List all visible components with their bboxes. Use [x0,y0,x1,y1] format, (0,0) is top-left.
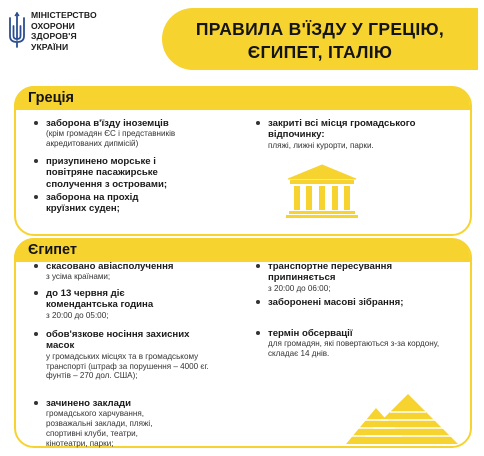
bullet [256,300,260,304]
egypt-section [14,238,472,448]
item-head: термін обсервації [268,328,353,339]
list-item [256,328,461,359]
bullet [256,331,260,335]
list-item [34,118,232,149]
list-item [34,288,194,321]
greece-title: Греція [14,86,470,110]
ministry-line: ЗДОРОВ'Я [31,31,77,41]
item-desc: громадського харчування, розважальні заклади, пляжі, спортивні клуби, театри, кінотеатри, парки; [46,409,153,449]
bullet [34,195,38,199]
item-desc: з 20:00 до 06:00; [268,283,331,293]
list-item [34,398,179,449]
item-desc: для громадян, які повертаються з-за кордону, складає 14 днів. [268,339,440,359]
item-head: обов'язкове носіння захисних масок [46,329,190,352]
list-item [34,192,174,215]
trident-icon [8,12,26,48]
item-head: заборонені масові зібрання; [268,297,404,308]
list-item [256,118,461,151]
item-head: заборона в'їзду іноземців [46,118,169,129]
bullet [34,121,38,125]
list-item [256,297,416,308]
page-title-line-2: ЄГИПЕТ, ІТАЛІЮ [247,42,393,62]
bullet [256,264,260,268]
list-item [256,261,456,294]
page-title-line-1: ПРАВИЛА В'ЇЗДУ У ГРЕЦІЮ, [195,19,445,39]
bullet [34,264,38,268]
item-head: транспортне пересування припиняється [268,261,393,284]
item-desc: у громадських місцях та в громадському транспорті (штраф за порушення – 4000 єг. фунтів – 270 дол. США); [46,351,209,381]
item-desc: (крім громадян ЄС і представників акредитованих дипмісій) [46,129,176,149]
pyramids-icon [346,390,470,446]
list-item [34,329,216,381]
ministry-name [31,10,97,66]
item-head: до 13 червня діє комендантська година [46,288,154,311]
item-head: зачинено заклади [46,398,131,409]
temple-icon [286,163,358,218]
ministry-line: МІНІСТЕРСТВО [31,10,97,20]
bullet [34,159,38,163]
item-head: скасовано авіасполучення [46,261,174,272]
ministry-line: УКРАЇНИ [31,41,69,52]
item-desc: з 20:00 до 05:00; [46,310,109,320]
bullet [34,291,38,295]
bullet [34,332,38,336]
title-banner [162,8,478,70]
item-desc: пляжі, лижні курорти, парки. [268,140,374,150]
item-desc: з усіма країнами; [46,272,111,282]
item-head: заборона на прохід круїзних суден; [46,192,139,215]
bullet [34,401,38,405]
item-head: закриті всі місця громадського відпочинку: [268,118,416,141]
item-head: призупинено морське і повітряне пасажирське сполучення з островами; [46,156,168,190]
egypt-title: Єгипет [14,238,470,262]
ministry-line: ОХОРОНИ [31,20,75,31]
ministry-logo [8,10,118,66]
bullet [256,121,260,125]
greece-section [14,86,472,236]
header [0,0,484,78]
list-item [34,156,174,190]
list-item [34,261,234,282]
